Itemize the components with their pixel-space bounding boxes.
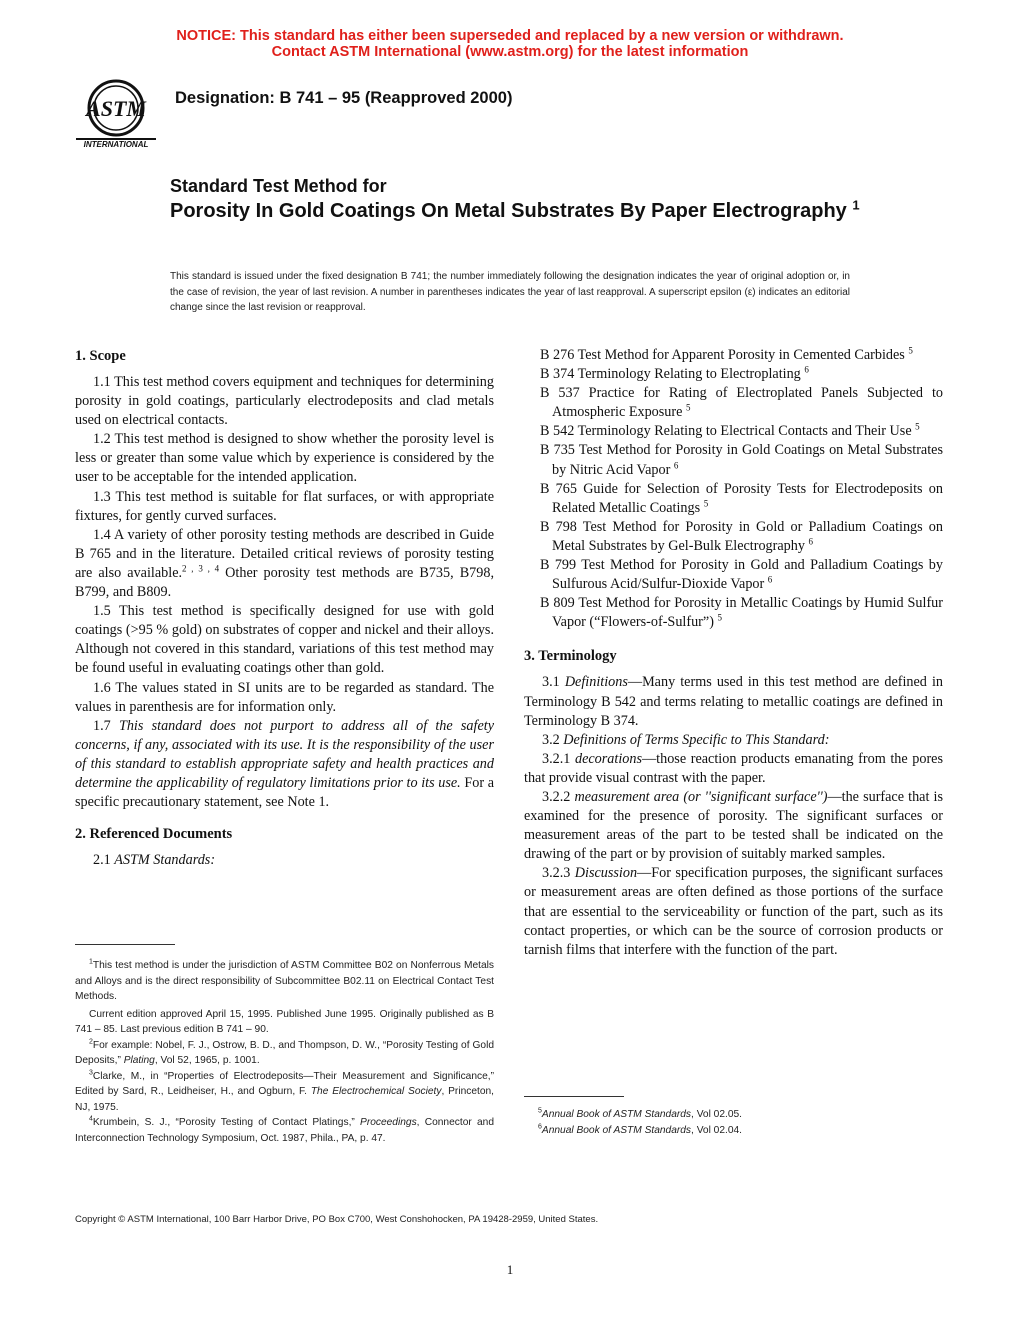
referenced-2-1 (75, 851, 494, 870)
footnote-5-italic: Annual Book of ASTM Standards (541, 1109, 692, 1120)
scope-1-4-text-b: Other porosity test methods are B735, B798, B799, and B809. (75, 564, 495, 601)
term-3-1-num: 3.1 (542, 674, 565, 691)
reference-text: B 537 Practice for Rating of Electroplated Panels Subjected to Atmospheric Exposure (540, 385, 943, 421)
reference-item (540, 556, 943, 594)
reference-item (540, 346, 943, 365)
footnote-5-text: , Vol 02.05. (691, 1109, 743, 1120)
notice-line-1: NOTICE: This standard has either been superseded and replaced by a new version or withdrawn. (176, 28, 844, 44)
term-3-1-rest: —Many terms used in this test method are defined in Terminology B 542 and terms relating to metallic coatings are defined in Terminology B 374. (524, 674, 943, 729)
reference-item (540, 594, 943, 632)
term-3-2-2-italic: measurement area (or ''significant surface'') (574, 788, 828, 805)
notice-line-2: Contact ASTM International (www.astm.org) for the latest information (271, 44, 749, 60)
page-title (170, 199, 870, 224)
footnote-2-mark: 2 (89, 1038, 93, 1046)
term-3-2 (524, 731, 943, 750)
copyright: Copyright © ASTM International, 100 Barr Harbor Drive, PO Box C700, West Conshohocken, PA 19428-2959, United States. (75, 1214, 599, 1225)
term-3-2-2 (524, 788, 943, 864)
footnote-3-text-b: , Princeton, NJ, 1975. (75, 1086, 495, 1113)
term-3-2-2-num: 3.2.2 (542, 788, 575, 805)
reference-sup: 5 (915, 421, 920, 432)
right-column (524, 346, 943, 960)
footnote-2-text-a: For example: Nobel, F. J., Ostrow, B. D., and Thompson, D. W., “Porosity Testing of Gold Deposits,” (75, 1039, 494, 1066)
reference-item (540, 422, 943, 441)
footnote-rule-right (524, 1096, 624, 1097)
footnote-4 (75, 1115, 494, 1146)
scope-1-4-sup: 2 , 3 , 4 (182, 563, 220, 574)
footnote-4-mark: 4 (89, 1115, 93, 1123)
terminology-heading: 3. Terminology (524, 648, 617, 665)
footnote-2 (75, 1038, 494, 1069)
title-footnote-mark: 1 (852, 197, 860, 213)
footnote-4-italic: Proceedings (360, 1117, 417, 1128)
reference-text: B 276 Test Method for Apparent Porosity in Cemented Carbides (540, 347, 905, 363)
referenced-2-1-italic: ASTM Standards: (114, 852, 216, 869)
reference-sup: 5 (685, 402, 691, 413)
page-number: 1 (506, 1262, 514, 1277)
reference-sup: 5 (717, 612, 722, 623)
reference-text: B 799 Test Method for Porosity in Gold and Palladium Coatings by Sulfurous Acid/Sulfur-Dioxide Vapor (540, 557, 943, 593)
footnote-2-italic: Plating (123, 1055, 155, 1066)
footnote-3-mark: 3 (89, 1069, 93, 1077)
reference-item (540, 384, 943, 422)
reference-text: B 735 Test Method for Porosity in Gold Coatings on Metal Substrates by Nitric Acid Vapor (540, 442, 943, 478)
referenced-2-1-num: 2.1 (93, 852, 115, 869)
reference-text: B 809 Test Method for Porosity in Metallic Coatings by Humid Sulfur Vapor (“Flowers-of-Sulfur”) (540, 595, 943, 631)
scope-1-5: 1.5 This test method is specifically designed for use with gold coatings (>95 % gold) on substrates of copper and nickel and their alloys. Although not covered in this standard, variations of this test method may be found useful in evaluating coatings other than gold. (75, 603, 494, 677)
scope-1-4-text-a: 1.4 A variety of other porosity testing methods are described in Guide B 765 and in the literature. Detailed critical reviews of porosity testing are also available. (75, 526, 494, 581)
scope-1-1: 1.1 This test method covers equipment and techniques for determining porosity in gold coatings, particularly electrodeposits and clad metals used on electrical contacts. (75, 374, 494, 429)
footnotes-right (524, 1107, 943, 1138)
scope-1-3: 1.3 This test method is suitable for flat surfaces, or with appropriate fixtures, for gently curved surfaces. (75, 488, 494, 524)
footnote-1b: Current edition approved April 15, 1995. Published June 1995. Originally published as B 741 – 85. Last previous edition B 741 – 90. (75, 1008, 494, 1035)
scope-1-7-num: 1.7 (93, 717, 119, 734)
footnote-5 (524, 1107, 943, 1123)
footnote-3-text-a: Clarke, M., in “Properties of Electrodeposits—Their Measurement and Significance,” Edited by Sard, R., Leidheiser, H., and Ogburn, F. (75, 1070, 494, 1097)
logo-caption: INTERNATIONAL (83, 140, 149, 148)
logo-letters: ASTM (86, 96, 146, 121)
term-3-2-1-italic: decorations (574, 750, 642, 767)
scope-1-6: 1.6 The values stated in SI units are to be regarded as standard. The values in parenthesis are for information only. (75, 679, 494, 715)
scope-1-2: 1.2 This test method is designed to show whether the porosity level is less or greater than some value which by experience is considered by the user to be acceptable for the intended application. (75, 431, 494, 486)
term-3-2-italic: Definitions of Terms Specific to This Standard: (563, 731, 830, 748)
reference-item (540, 480, 943, 518)
term-3-2-3-rest: —For specification purposes, the significant surfaces or measurement areas are often defined as those portions of the surface that are essential to the serviceability or function of the part, such as its contact properties, or which can be the source of corrosion products or tarnish films that interfere with the function of the part. (524, 865, 944, 958)
reference-text: B 798 Test Method for Porosity in Gold or Palladium Coatings on Metal Substrates by Gel-Bulk Electrography (540, 518, 943, 554)
issued-note: This standard is issued under the fixed designation B 741; the number immediately following the designation indicates the year of original adoption or, in the case of revision, the year of last revision. A number in parentheses indicates the year of last reapproval. A superscript epsilon (ε) indicates an editorial change since the last revision or reapproval. (170, 271, 850, 313)
left-column (75, 346, 494, 870)
footnote-3-italic: The Electrochemical Society (310, 1086, 442, 1097)
reference-item (540, 365, 943, 384)
reference-sup: 6 (767, 574, 773, 585)
reference-list (540, 346, 943, 632)
term-3-2-3-italic: Discussion (574, 865, 638, 882)
term-3-2-1-num: 3.2.1 (542, 750, 575, 767)
footnote-6-text: , Vol 02.04. (691, 1124, 743, 1136)
reference-sup: 6 (804, 364, 809, 375)
reference-text: B 374 Terminology Relating to Electroplating (540, 366, 801, 383)
reference-sup: 5 (703, 498, 709, 509)
footnote-1-mark: 1 (89, 958, 93, 966)
title-line-1: Standard Test Method for (170, 176, 387, 196)
footnote-4-text-a: Krumbein, S. J., “Porosity Testing of Contact Platings,” (92, 1117, 361, 1128)
footnote-1 (75, 958, 494, 1005)
reference-item (540, 441, 943, 479)
scope-1-7 (75, 717, 494, 812)
term-3-1 (524, 673, 943, 730)
footnote-2-text-b: , Vol 52, 1965, p. 1001. (154, 1055, 260, 1066)
term-3-1-italic: Definitions (564, 674, 628, 691)
footnote-6 (524, 1123, 943, 1139)
term-3-2-3-num: 3.2.3 (542, 865, 575, 882)
scope-heading: 1. Scope (75, 348, 126, 364)
term-3-2-1-rest: —those reaction products emanating from the pores that provide visual contrast with the paper. (524, 750, 944, 786)
reference-text: B 542 Terminology Relating to Electrical Contacts and Their Use (540, 423, 912, 440)
scope-1-7-rest: For a specific precautionary statement, see Note 1. (75, 774, 494, 811)
footnote-6-mark: 6 (538, 1123, 542, 1131)
scope-1-7-italic: This standard does not purport to address all of the safety concerns, if any, associated with its use. It is the responsibility of the user of this standard to establish appropriate safety and health practices and determine the applicability of regulatory limitations prior to its use. (75, 717, 494, 791)
referenced-heading: 2. Referenced Documents (75, 826, 233, 843)
title-text: Porosity In Gold Coatings On Metal Substrates By Paper Electrography (170, 200, 847, 222)
reference-text: B 765 Guide for Selection of Porosity Tests for Electrodeposits on Related Metallic Coatings (540, 480, 943, 516)
reference-sup: 6 (673, 459, 679, 470)
scope-1-4 (75, 526, 494, 602)
reference-sup: 6 (808, 536, 813, 547)
footnote-1-text: This test method is under the jurisdiction of ASTM Committee B02 on Nonferrous Metals and Alloys and is the direct responsibility of Subcommittee B02.11 on Electrical Contact Test Methods. (75, 960, 494, 1002)
footnote-5-mark: 5 (538, 1107, 542, 1115)
astm-logo (70, 78, 162, 148)
footnote-4-text-b: , Connector and Interconnection Technology Symposium, Oct. 1987, Phila., PA, p. 47. (75, 1117, 494, 1144)
footnote-6-italic: Annual Book of ASTM Standards (541, 1124, 692, 1136)
term-3-2-3 (524, 864, 943, 959)
designation: Designation: B 741 – 95 (Reapproved 2000) (175, 89, 513, 107)
footnote-rule-left (75, 944, 175, 945)
reference-item (540, 518, 943, 556)
footnote-3 (75, 1069, 494, 1116)
footnotes-left (75, 958, 494, 1146)
term-3-2-2-rest: —the surface that is examined for the presence of porosity. The significant surfaces or measurement areas of the part to be tested shall be indicated on the drawing of the part or by provision of suitably marked samples. (524, 788, 943, 863)
reference-sup: 5 (908, 345, 913, 356)
term-3-2-1 (524, 750, 943, 788)
term-3-2-num: 3.2 (542, 731, 564, 748)
